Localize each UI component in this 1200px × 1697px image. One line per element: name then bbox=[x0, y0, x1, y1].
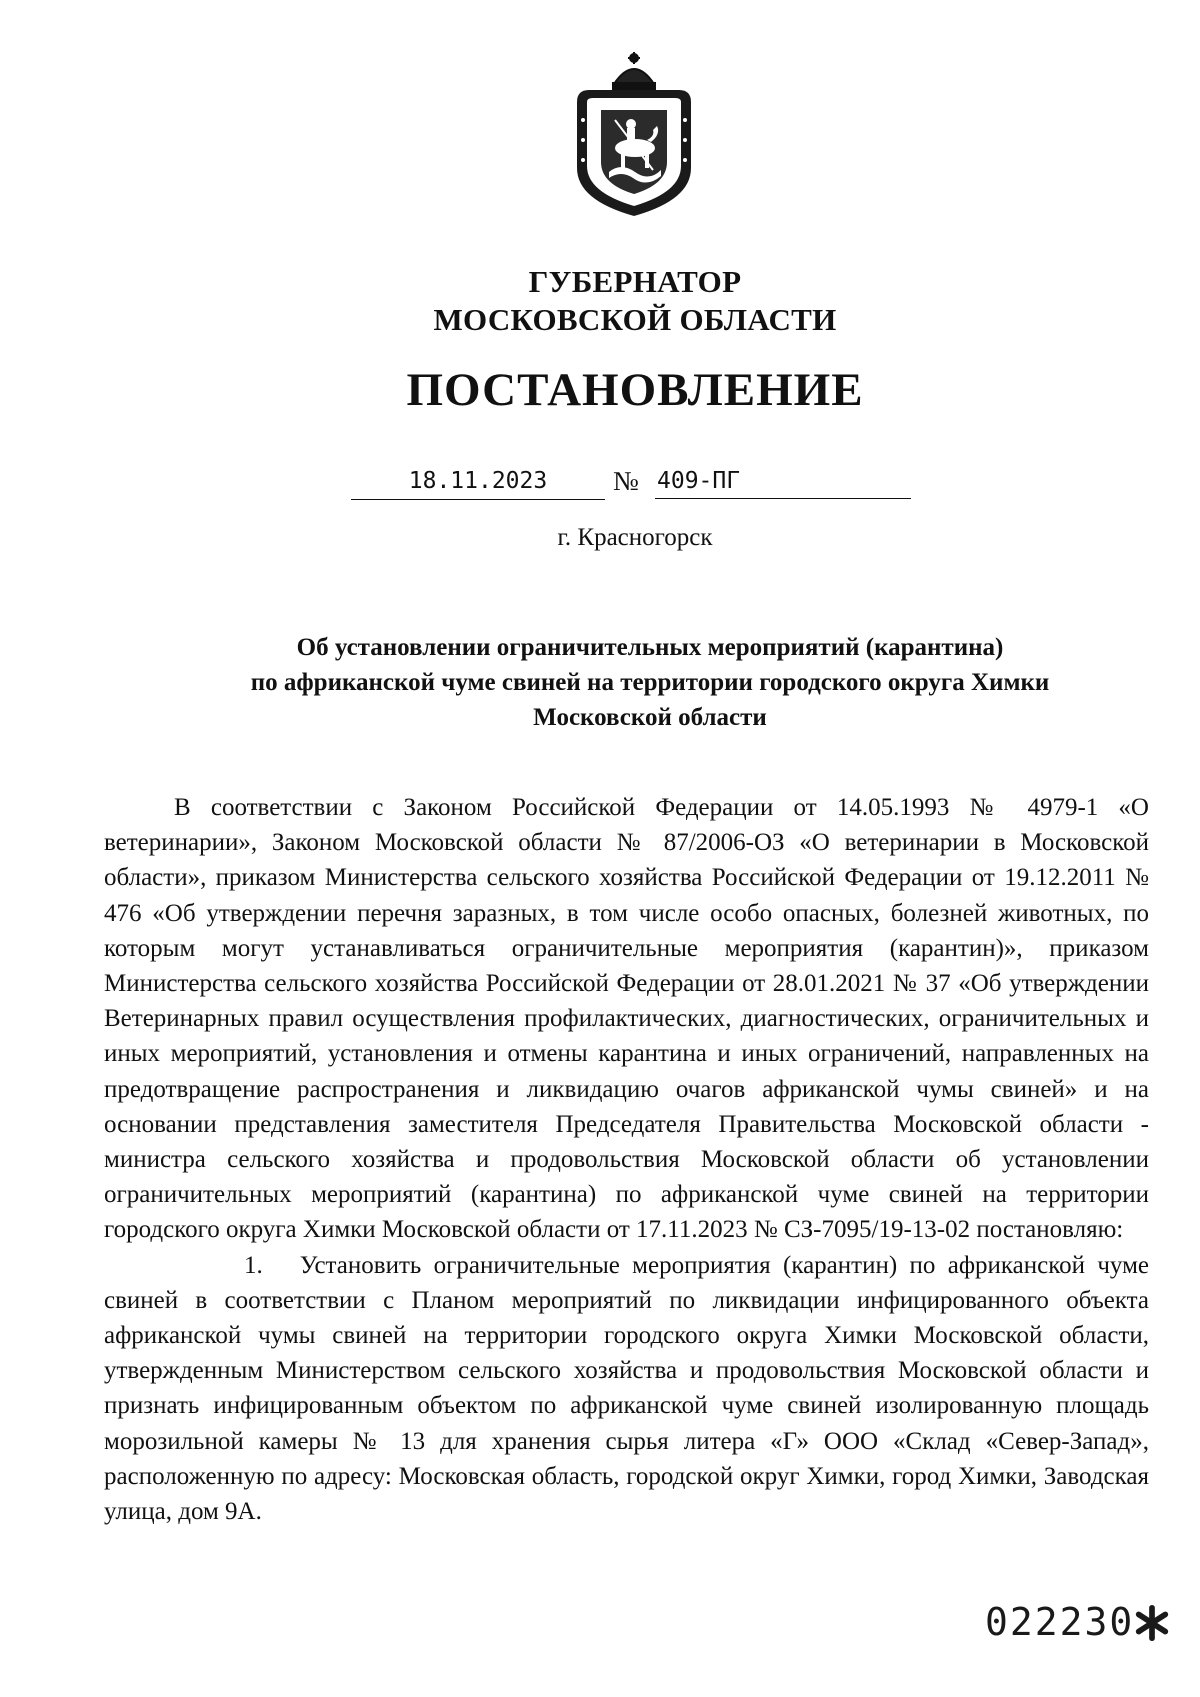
title-line: Московской области bbox=[533, 704, 767, 731]
item-text: Установить ограничительные мероприятия (карантин) по африканской чуме свиней в соответствии с Планом мероприятий по ликвидации инфицированного объекта африканской чумы свиней на территории городского округа Химки Московской области, утвержденным Министерством сельского хозяйства и продовольствия Московской области и признать инфицированным объектом по африканской чуме свиней изолированную площадь морозильной камеры № 13 для хранения сырья литера «Г» ООО «Склад «Север-Запад», расположенную по адресу: Московская область, городской округ Химки, город Химки, Заводская улица, дом 9А. bbox=[104, 1251, 1149, 1526]
document-body bbox=[104, 790, 1149, 1529]
document-requisites bbox=[351, 465, 911, 501]
document-number: 409-ПГ bbox=[655, 465, 911, 499]
preamble-paragraph: В соответствии с Законом Российской Федерации от 14.05.1993 № 4979-1 «О ветеринарии», Законом Московской области № 87/2006-ОЗ «О ветеринарии в Московской области», приказом Министерства сельского хозяйства Российской Федерации от 19.12.2011 № 476 «Об утверждении перечня заразных, в том числе особо опасных, болезней животных, по которым могут устанавливаться ограничительные мероприятия (карантин)», приказом Министерства сельского хозяйства Российской Федерации от 28.01.2021 № 37 «Об утверждении Ветеринарных правил осуществления профилактических, диагностических, ограничительных и иных мероприятий, установления и отмены карантина и иных ограничений, направленных на предотвращение распространения и ликвидацию очагов африканской чумы свиней» и на основании представления заместителя Председателя Правительства Московской области - министра сельского хозяйства и продовольствия Московской области об установлении ограничительных мероприятий (карантина) по африканской чуме свиней на территории городского округа Химки Московской области от 17.11.2023 № СЗ-7095/19-13-02 постановляю: bbox=[104, 794, 1149, 1244]
document-type-heading: ПОСТАНОВЛЕНИЕ bbox=[406, 364, 864, 416]
issuer-title-line1: ГУБЕРНАТОР bbox=[528, 264, 742, 299]
title-line: Об установлении ограничительных мероприятий (карантина) bbox=[296, 634, 1004, 661]
issuer-title-line2: МОСКОВСКОЙ ОБЛАСТИ bbox=[433, 302, 837, 337]
title-line: по африканской чуме свиней на территории городского округа Химки bbox=[250, 669, 1050, 696]
place-of-issue: г. Красногорск bbox=[557, 524, 713, 551]
document-title bbox=[150, 630, 1150, 735]
document-date: 18.11.2023 bbox=[351, 465, 605, 500]
serial-number: 022230 bbox=[985, 1600, 1135, 1644]
item-1-paragraph bbox=[104, 1248, 1149, 1530]
item-number: 1. bbox=[244, 1251, 263, 1279]
asterisk-icon bbox=[1133, 1604, 1171, 1642]
coat-of-arms-emblem bbox=[569, 50, 699, 218]
number-sign: № bbox=[613, 466, 639, 496]
